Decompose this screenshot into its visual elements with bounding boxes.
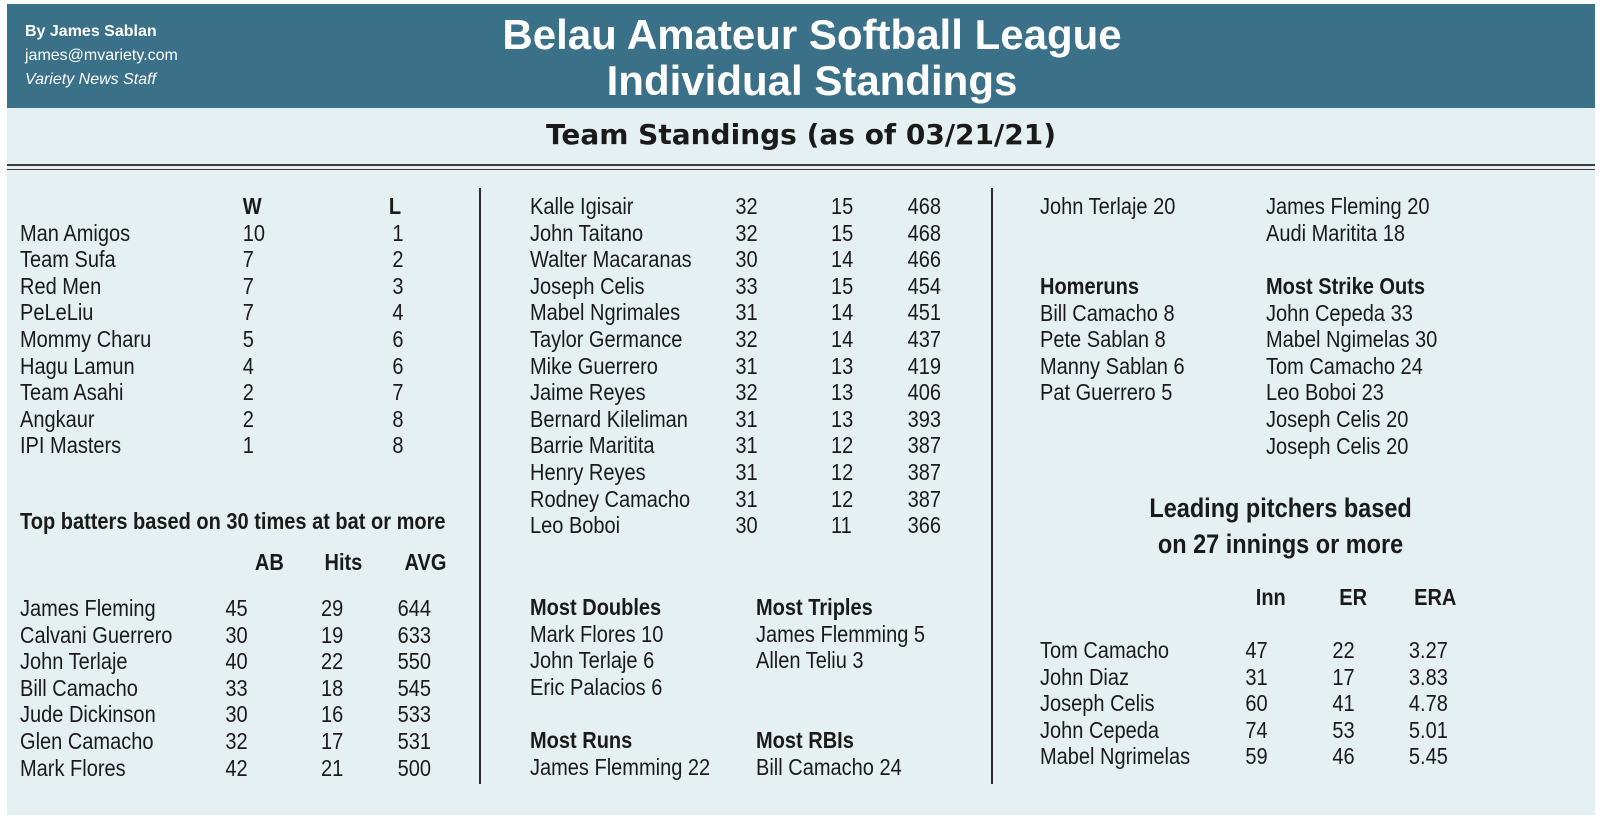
pitcher-era: 3.27 — [1408, 637, 1448, 663]
team-row — [20, 406, 472, 433]
batter-name: Barrie Maritita — [530, 432, 655, 459]
batter-average: 419 — [907, 352, 941, 379]
batter-row — [20, 675, 472, 702]
pitcher-innings: 60 — [1245, 690, 1268, 717]
batter-hits: 17 — [321, 727, 344, 754]
batter-row — [530, 432, 982, 459]
team-losses: 2 — [392, 246, 404, 273]
batter-row — [20, 622, 472, 649]
byline — [25, 20, 178, 92]
standings-page — [7, 4, 1595, 815]
batter-name: Mark Flores — [20, 754, 126, 781]
batter-at-bats: 31 — [735, 352, 758, 379]
team-name: Man Amigos — [20, 219, 131, 246]
batter-at-bats: 32 — [735, 379, 758, 406]
batter-row — [530, 273, 982, 300]
team-row — [20, 432, 472, 459]
batter-average: 466 — [907, 246, 941, 273]
col-header-l: L — [388, 193, 402, 219]
batter-name: Bernard Kileliman — [530, 405, 688, 432]
most-doubles-block — [530, 594, 791, 700]
team-losses: 3 — [392, 272, 404, 299]
team-losses: 1 — [392, 219, 404, 246]
team-name: Hagu Lamun — [20, 352, 135, 379]
batter-row — [20, 595, 472, 622]
leader-entry: Mark Flores 10 — [530, 620, 664, 647]
batter-average: 531 — [397, 727, 431, 754]
team-losses: 8 — [392, 432, 404, 459]
batter-at-bats: 30 — [735, 512, 758, 539]
batter-average: 633 — [397, 621, 431, 648]
batter-at-bats: 30 — [735, 246, 758, 273]
leader-entry: James Flemming 22 — [530, 753, 711, 780]
pitcher-name: Tom Camacho — [1040, 637, 1170, 663]
team-row — [20, 246, 472, 273]
batter-hits: 15 — [831, 272, 854, 299]
rbis-continued-left — [1040, 193, 1301, 220]
batter-name: John Taitano — [530, 219, 644, 246]
team-wins: 4 — [242, 352, 254, 379]
batter-at-bats: 32 — [735, 193, 758, 219]
batter-row — [530, 193, 982, 220]
pitcher-era: 4.78 — [1408, 690, 1448, 717]
batter-row — [530, 459, 982, 486]
batter-average: 500 — [397, 754, 431, 781]
col-header-inn: Inn — [1255, 584, 1286, 610]
pitcher-name: John Diaz — [1040, 663, 1129, 690]
most-strike-outs-block — [1266, 273, 1527, 459]
batter-name: Mabel Ngrimales — [530, 299, 681, 326]
team-row — [20, 299, 472, 326]
col-header-er: ER — [1339, 584, 1368, 610]
leader-entry: Eric Palacios 6 — [530, 673, 663, 700]
batter-at-bats: 31 — [735, 299, 758, 326]
batter-hits: 13 — [831, 405, 854, 432]
batter-name: Jaime Reyes — [530, 379, 646, 406]
top-batters-header-row — [20, 549, 472, 576]
leader-entry: Mabel Ngimelas 30 — [1266, 326, 1438, 353]
rbis-continued-right — [1266, 193, 1527, 246]
batter-at-bats: 45 — [225, 595, 248, 621]
col-header-w: W — [242, 193, 262, 219]
batter-name: Mike Guerrero — [530, 352, 658, 379]
batter-name: James Fleming — [20, 595, 156, 621]
team-row — [20, 353, 472, 380]
batter-hits: 14 — [831, 299, 854, 326]
leader-entry: Tom Camacho 24 — [1266, 352, 1423, 379]
title-line-1: Belau Amateur Softball League — [502, 11, 1122, 58]
col-header-ab: AB — [254, 549, 284, 575]
batter-row — [530, 220, 982, 247]
batter-name: Bill Camacho — [20, 674, 138, 701]
team-name: PeLeLiu — [20, 299, 94, 326]
batter-hits: 12 — [831, 485, 854, 512]
column-divider-1 — [479, 188, 481, 784]
homeruns-block — [1040, 273, 1301, 406]
batter-row — [530, 512, 982, 539]
batter-average: 454 — [907, 272, 941, 299]
team-standings-header-row — [20, 193, 472, 220]
pitcher-row — [1040, 637, 1492, 664]
batter-average: 387 — [907, 458, 941, 485]
col-header-hits: Hits — [324, 549, 363, 575]
batter-name: Leo Boboi — [530, 512, 621, 539]
most-rbis-heading: Most RBIs — [756, 727, 854, 753]
pitcher-row — [1040, 690, 1492, 717]
team-wins: 2 — [242, 379, 254, 406]
batter-name: Walter Macaranas — [530, 246, 692, 273]
batter-at-bats: 32 — [735, 325, 758, 352]
team-row — [20, 220, 472, 247]
batter-name: Henry Reyes — [530, 458, 646, 485]
most-runs-heading: Most Runs — [530, 727, 633, 753]
batter-hits: 29 — [321, 595, 344, 621]
batter-hits: 14 — [831, 325, 854, 352]
pitcher-earned-runs: 41 — [1332, 690, 1355, 717]
team-losses: 6 — [392, 352, 404, 379]
team-wins: 10 — [242, 219, 265, 246]
team-wins: 7 — [242, 246, 254, 273]
batter-at-bats: 31 — [735, 405, 758, 432]
pitcher-name: John Cepeda — [1040, 716, 1160, 743]
batter-name: Joseph Celis — [530, 272, 645, 299]
batter-name: Taylor Germance — [530, 325, 683, 352]
pitcher-innings: 74 — [1245, 716, 1268, 743]
pitcher-innings: 59 — [1245, 743, 1268, 770]
leader-entry: Joseph Celis 20 — [1266, 432, 1409, 459]
leader-entry: Pete Sablan 8 — [1040, 326, 1166, 353]
batter-at-bats: 31 — [735, 458, 758, 485]
batter-hits: 15 — [831, 193, 854, 219]
batter-row — [20, 755, 472, 782]
batter-row — [530, 406, 982, 433]
batter-hits: 16 — [321, 701, 344, 728]
batter-hits: 22 — [321, 648, 344, 675]
team-row — [20, 326, 472, 353]
homeruns-heading: Homeruns — [1040, 273, 1139, 299]
batter-average: 550 — [397, 648, 431, 675]
pitchers-heading-line-2: on 27 innings or more — [1157, 529, 1404, 559]
pitcher-row — [1040, 717, 1492, 744]
batter-name: Kalle Igisair — [530, 193, 634, 219]
team-name: Team Sufa — [20, 246, 116, 273]
team-losses: 7 — [392, 379, 404, 406]
leader-entry: Joseph Celis 20 — [1266, 405, 1409, 432]
top-batters-list-part-1 — [20, 595, 472, 781]
header-banner — [7, 4, 1595, 108]
column-divider-2 — [991, 188, 993, 784]
leader-entry: John Cepeda 33 — [1266, 299, 1413, 326]
leader-entry: Bill Camacho 8 — [1040, 299, 1175, 326]
leader-entry: Audi Maritita 18 — [1266, 219, 1406, 246]
author-email: james@mvariety.com — [25, 47, 178, 64]
leader-entry: Pat Guerrero 5 — [1040, 379, 1173, 406]
pitcher-earned-runs: 53 — [1332, 716, 1355, 743]
batter-at-bats: 33 — [225, 674, 248, 701]
batter-hits: 13 — [831, 379, 854, 406]
batter-name: Calvani Guerrero — [20, 621, 173, 648]
batter-average: 387 — [907, 485, 941, 512]
leader-entry: Leo Boboi 23 — [1266, 379, 1384, 406]
batter-name: John Terlaje — [20, 648, 128, 675]
batter-row — [530, 246, 982, 273]
batter-row — [530, 326, 982, 353]
pitcher-era: 5.01 — [1408, 716, 1448, 743]
batter-average: 644 — [397, 595, 431, 621]
batter-hits: 11 — [831, 512, 852, 539]
team-losses: 4 — [392, 299, 404, 326]
col-header-era: ERA — [1414, 584, 1457, 610]
batter-average: 393 — [907, 405, 941, 432]
pitchers-heading-line-1: Leading pitchers based — [1149, 493, 1412, 523]
team-name: Team Asahi — [20, 379, 124, 406]
batter-row — [20, 648, 472, 675]
most-runs-block — [530, 727, 791, 780]
team-wins: 1 — [242, 432, 254, 459]
team-losses: 6 — [392, 325, 404, 352]
col-header-avg: AVG — [404, 549, 447, 575]
most-triples-heading: Most Triples — [756, 594, 873, 620]
batter-hits: 12 — [831, 432, 854, 459]
leader-entry: Manny Sablan 6 — [1040, 352, 1185, 379]
batter-row — [20, 701, 472, 728]
team-name: Angkaur — [20, 405, 95, 432]
batter-row — [20, 728, 472, 755]
batter-at-bats: 32 — [735, 219, 758, 246]
leader-entry: James Fleming 20 — [1266, 193, 1430, 219]
team-wins: 7 — [242, 272, 254, 299]
author-role: Variety News Staff — [25, 71, 157, 88]
batter-average: 406 — [907, 379, 941, 406]
batter-row — [530, 353, 982, 380]
team-name: Red Men — [20, 272, 102, 299]
pitcher-row — [1040, 664, 1492, 691]
pitcher-innings: 47 — [1245, 637, 1268, 663]
leader-entry: John Terlaje 20 — [1040, 193, 1176, 219]
pitchers-table — [1040, 637, 1492, 770]
most-doubles-heading: Most Doubles — [530, 594, 662, 620]
batter-hits: 19 — [321, 621, 344, 648]
team-wins: 7 — [242, 299, 254, 326]
pitcher-era: 5.45 — [1408, 743, 1448, 770]
team-row — [20, 273, 472, 300]
title-line-2: Individual Standings — [606, 57, 1018, 104]
batter-average: 533 — [397, 701, 431, 728]
batter-average: 468 — [907, 193, 941, 219]
batter-name: Glen Camacho — [20, 727, 154, 754]
top-batters-heading: Top batters based on 30 times at bat or more — [20, 508, 446, 534]
leader-entry: Allen Teliu 3 — [756, 647, 864, 674]
batter-name: Rodney Camacho — [530, 485, 691, 512]
top-batters-list-part-2 — [530, 193, 982, 539]
batter-at-bats: 32 — [225, 727, 248, 754]
team-losses: 8 — [392, 405, 404, 432]
team-standings-table — [20, 193, 472, 459]
page-title — [377, 12, 1247, 104]
batter-row — [530, 486, 982, 513]
batter-average: 468 — [907, 219, 941, 246]
pitchers-heading — [1137, 490, 1424, 562]
batter-average: 387 — [907, 432, 941, 459]
team-row — [20, 379, 472, 406]
team-name: Mommy Charu — [20, 325, 152, 352]
top-batters-heading-block — [20, 508, 472, 535]
team-wins: 5 — [242, 325, 254, 352]
team-standings-heading: Team Standings (as of 03/21/21) — [545, 118, 1056, 151]
pitcher-earned-runs: 17 — [1332, 663, 1355, 690]
pitchers-header-row — [1040, 584, 1492, 611]
divider-rule-thin — [7, 169, 1595, 170]
leader-entry: Bill Camacho 24 — [756, 753, 902, 780]
batter-average: 437 — [907, 325, 941, 352]
most-rbis-block — [756, 727, 1017, 780]
divider-rule — [7, 164, 1595, 166]
batter-at-bats: 40 — [225, 648, 248, 675]
batter-row — [530, 379, 982, 406]
pitcher-earned-runs: 46 — [1332, 743, 1355, 770]
batter-hits: 13 — [831, 352, 854, 379]
author-name: By James Sablan — [25, 23, 157, 40]
team-wins: 2 — [242, 405, 254, 432]
batter-average: 545 — [397, 674, 431, 701]
batter-hits: 14 — [831, 246, 854, 273]
batter-row — [530, 299, 982, 326]
leader-entry: James Flemming 5 — [756, 620, 926, 647]
team-name: IPI Masters — [20, 432, 122, 459]
batter-hits: 21 — [321, 754, 344, 781]
pitcher-name: Joseph Celis — [1040, 690, 1155, 717]
most-strike-outs-heading: Most Strike Outs — [1266, 273, 1426, 299]
batter-average: 451 — [907, 299, 941, 326]
batter-at-bats: 31 — [735, 432, 758, 459]
batter-name: Jude Dickinson — [20, 701, 156, 728]
batter-at-bats: 30 — [225, 701, 248, 728]
pitcher-row — [1040, 743, 1492, 770]
most-triples-block — [756, 594, 1017, 674]
pitcher-earned-runs: 22 — [1332, 637, 1355, 663]
batter-average: 366 — [907, 512, 941, 539]
batter-at-bats: 31 — [735, 485, 758, 512]
batter-at-bats: 42 — [225, 754, 248, 781]
batter-hits: 15 — [831, 219, 854, 246]
batter-at-bats: 30 — [225, 621, 248, 648]
batter-hits: 12 — [831, 458, 854, 485]
batter-hits: 18 — [321, 674, 344, 701]
leader-entry: John Terlaje 6 — [530, 647, 655, 674]
pitcher-name: Mabel Ngrimelas — [1040, 743, 1191, 770]
pitcher-innings: 31 — [1245, 663, 1268, 690]
batter-at-bats: 33 — [735, 272, 758, 299]
pitcher-era: 3.83 — [1408, 663, 1448, 690]
